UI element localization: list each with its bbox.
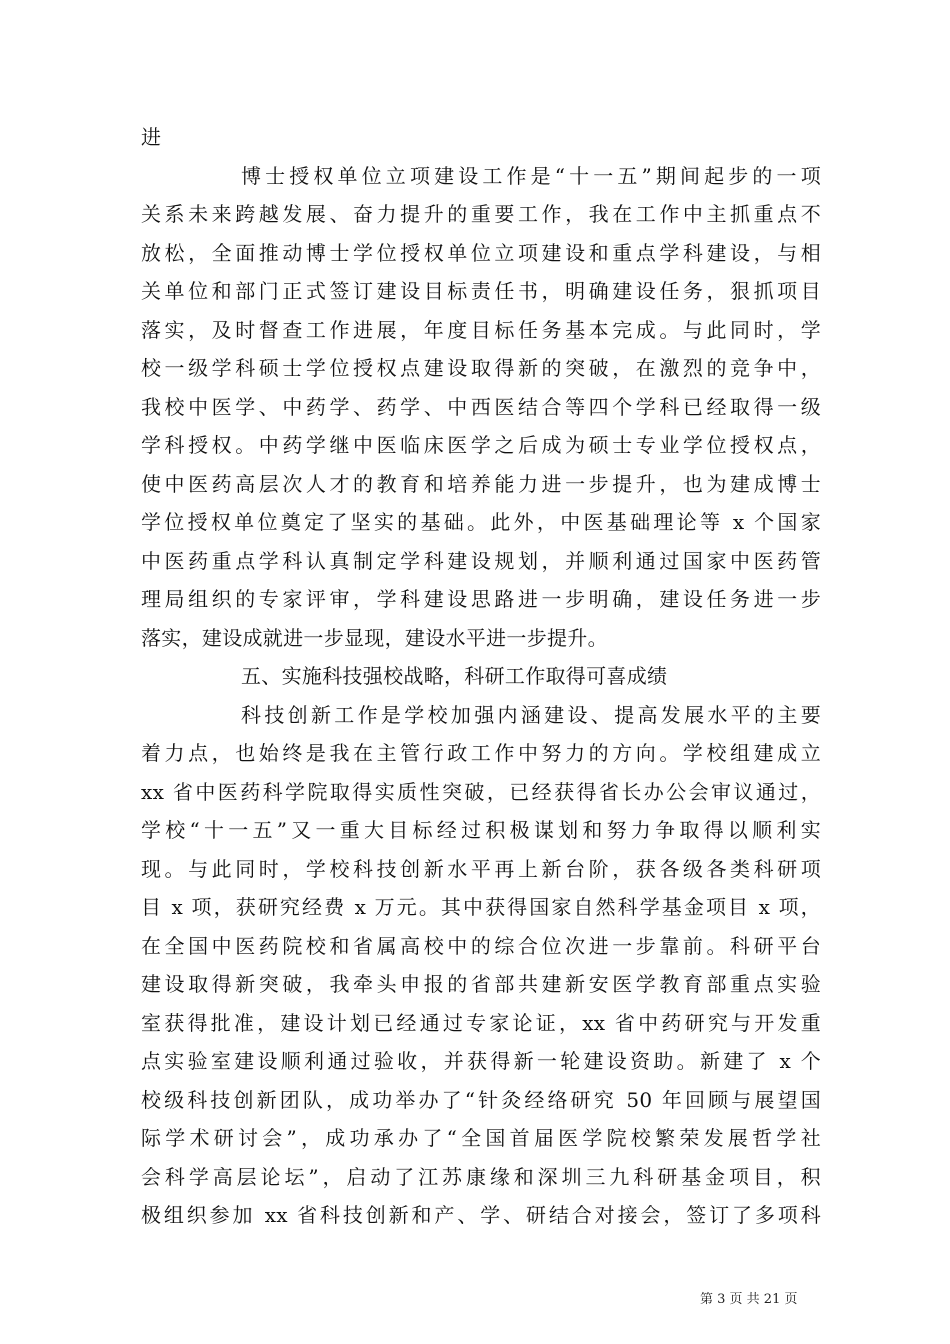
section-heading: 五、实施科技强校战略，科研工作取得可喜成绩 [241,664,668,688]
text-line: 着力点，也始终是我在主管行政工作中努力的方向。学校组建成立 [141,741,821,765]
text-line: 校级科技创新团队，成功举办了“针灸经络研究 50 年回顾与展望国 [141,1087,821,1112]
text-line: 学位授权单位奠定了坚实的基础。此外，中医基础理论等 x 个国家 [141,510,821,534]
text-line: 理局组织的专家评审，学科建设思路进一步明确，建设任务进一步 [141,587,821,611]
text-line: 目 x 项，获研究经费 x 万元。其中获得国家自然科学基金项目 x 项， [141,895,821,919]
paragraph-first-line: 博士授权单位立项建设工作是“十一五”期间起步的一项 [241,163,821,188]
text-line: 点实验室建设顺利通过验收，并获得新一轮建设资助。新建了 x 个 [141,1049,821,1073]
text-line: 我校中医学、中药学、药学、中西医结合等四个学科已经取得一级 [141,394,821,419]
text-line: 学科授权。中药学继中医临床医学之后成为硕士专业学位授权点， [141,433,821,457]
text-line: 落实，建设成就进一步显现，建设水平进一步提升。 [141,625,608,650]
text-line: xx 省中医药科学院取得实质性突破，已经获得省长办公会审议通过， [141,779,821,804]
text-line: 室获得批准，建设计划已经通过专家论证，xx 省中药研究与开发重 [141,1010,821,1035]
text-line: 中医药重点学科认真制定学科建设规划，并顺利通过国家中医药管 [141,548,821,573]
paragraph-first-line: 科技创新工作是学校加强内涵建设、提高发展水平的主要 [241,702,821,727]
text-line: 进 [141,125,162,149]
text-line: 放松，全面推动博士学位授权单位立项建设和重点学科建设，与相 [141,240,821,265]
body-text [141,118,821,1235]
text-line: 极组织参加 xx 省科技创新和产、学、研结合对接会，签订了多项科 [141,1203,821,1227]
text-line: 际学术研讨会”，成功承办了“全国首届医学院校繁荣发展哲学社 [141,1126,821,1150]
text-line: 关系未来跨越发展、奋力提升的重要工作，我在工作中主抓重点不 [141,202,821,226]
text-line: 会科学高层论坛”，启动了江苏康缘和深圳三九科研基金项目，积 [141,1164,821,1189]
text-line: 关单位和部门正式签订建设目标责任书，明确建设任务，狠抓项目 [141,279,821,303]
text-line: 学校“十一五”又一重大目标经过积极谋划和努力争取得以顺利实 [141,818,821,842]
text-line: 现。与此同时，学校科技创新水平再上新台阶，获各级各类科研项 [141,856,821,881]
text-line: 建设取得新突破，我牵头申报的省部共建新安医学教育部重点实验 [141,972,821,996]
page-number-footer: 第 3 页 共 21 页 [700,1292,798,1307]
text-line: 落实，及时督查工作进展，年度目标任务基本完成。与此同时，学 [141,317,821,342]
text-line: 在全国中医药院校和省属高校中的综合位次进一步靠前。科研平台 [141,933,821,958]
text-line: 校一级学科硕士学位授权点建设取得新的突破，在激烈的竞争中， [141,356,821,380]
text-line: 使中医药高层次人才的教育和培养能力进一步提升，也为建成博士 [141,471,821,496]
